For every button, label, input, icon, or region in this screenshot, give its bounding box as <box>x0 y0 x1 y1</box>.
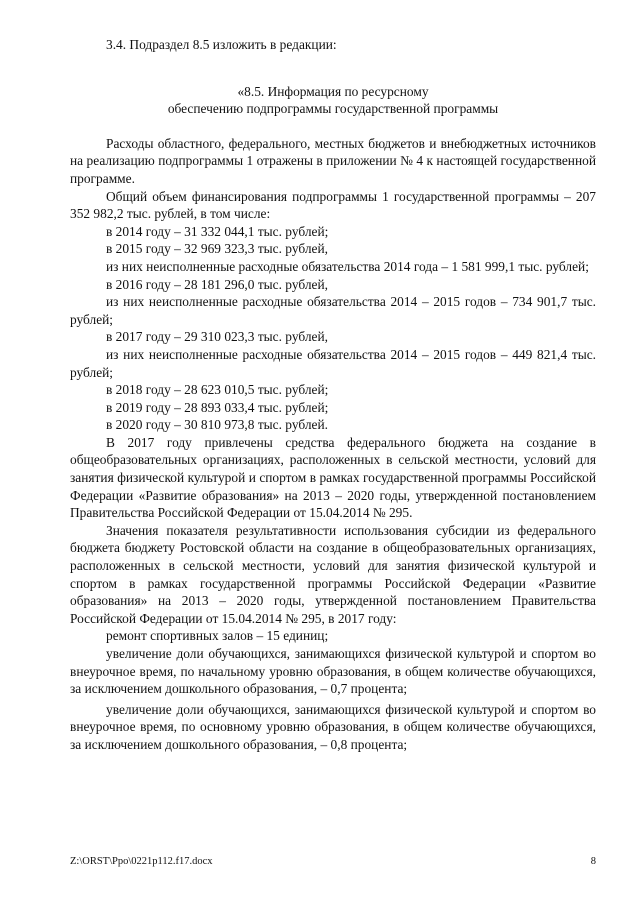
unfulfilled-2014: из них неисполненные расходные обязательства 2014 года – 1 581 999,1 тыс. рублей; <box>106 258 589 274</box>
amendment-intro: 3.4. Подраздел 8.5 изложить в редакции: <box>106 37 337 52</box>
funding-2014: в 2014 году – 31 332 044,1 тыс. рублей; <box>106 223 329 239</box>
funding-2019: в 2019 году – 28 893 033,4 тыс. рублей; <box>106 399 329 415</box>
paragraph-federal-funds: В 2017 году привлечены средства федерального бюджета на создание в общеобразовательных организациях, расположенных в сельской местности, условий для занятия физической культурой и спортом в рамках государственной программы Российской Федерации «Развитие образования» на 2013 – 2020 годы, утвержденной постановлением Правительства Российской Федерации от 15.04.2014 № 295. <box>70 434 596 521</box>
funding-2016: в 2016 году – 28 181 296,0 тыс. рублей, <box>106 276 328 292</box>
paragraph-indicator-values: Значения показателя результативности использования субсидии из федерального бюджета бюджету Ростовской области на создание в общеобразовательных организациях, расположенных в сельской местности, условий для занятия физической культурой и спортом в рамках государственной программы Российской Федерации «Развитие образования» на 2013 – 2020 годы, утвержденной постановлением Правительства Российской Федерации от 15.04.2014 № 295, в 2017 году: <box>70 522 596 626</box>
page-footer <box>70 855 596 869</box>
unfulfilled-2014-2015-a: из них неисполненные расходные обязательства 2014 – 2015 годов – 734 901,7 тыс. рублей; <box>70 294 596 327</box>
funding-2020: в 2020 году – 30 810 973,8 тыс. рублей. <box>106 417 328 433</box>
page-number: 8 <box>590 856 596 867</box>
section-heading-line1: «8.5. Информация по ресурсному <box>237 83 429 99</box>
document-page <box>70 36 596 754</box>
funding-2017: в 2017 году – 29 310 023,3 тыс. рублей, <box>106 329 328 345</box>
unfulfilled-2014-2015-b: из них неисполненные расходные обязательства 2014 – 2015 годов – 449 821,4 тыс. рублей; <box>70 346 596 380</box>
funding-2018: в 2018 году – 28 623 010,5 тыс. рублей; <box>106 382 329 398</box>
list-item-gym-repair: ремонт спортивных залов – 15 единиц; <box>106 628 329 644</box>
list-item-primary-share: увеличение доли обучающихся, занимающихся физической культурой и спортом во внеурочное время, по начальному уровню образования, в общем количестве обучающихся, за исключением дошкольного образования, – 0,7 процента; <box>70 646 596 697</box>
list-item-basic-share: увеличение доли обучающихся, занимающихся физической культурой и спортом во внеурочное время, по основному уровню образования, в общем количестве обучающихся, за исключением дошкольного образования, – 0,8 процента; <box>70 701 596 752</box>
paragraph-expenses: Расходы областного, федерального, местных бюджетов и внебюджетных источников на реализацию подпрограммы 1 отражены в приложении № 4 к настоящей государственной программе. <box>70 135 596 186</box>
section-heading-line2: обеспечению подпрограммы государственной программы <box>167 101 499 117</box>
funding-2015: в 2015 году – 32 969 323,3 тыс. рублей, <box>106 241 328 257</box>
paragraph-total-funding: Общий объем финансирования подпрограммы 1 государственной программы – 207 352 982,2 тыс. рублей, в том числе: <box>70 188 596 222</box>
section-heading <box>70 83 596 118</box>
file-path: Z:\ORST\Ppo\0221p112.f17.docx <box>70 856 213 867</box>
